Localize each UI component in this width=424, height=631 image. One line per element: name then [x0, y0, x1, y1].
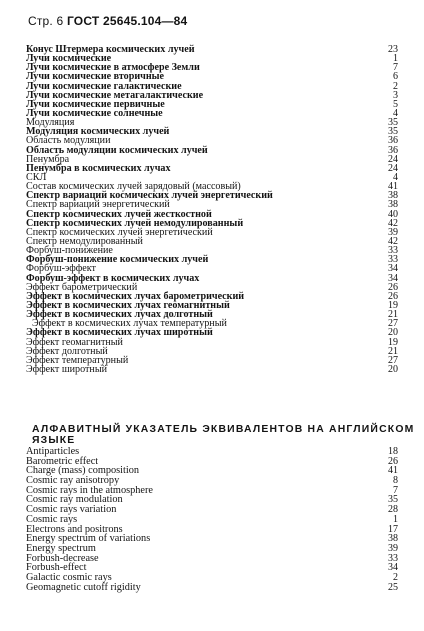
index-page-number: 4	[393, 107, 398, 119]
index-page-number: 42	[388, 235, 398, 247]
index-page-number: 35	[388, 117, 398, 129]
index-page-number: 3	[393, 89, 398, 101]
index-term: Лучи космические вторичные	[26, 71, 165, 83]
index-term: Эффект в космических лучах широтный	[26, 327, 213, 339]
index-term: Форбуш-понижение космических лучей	[26, 254, 209, 266]
index-term: Charge (mass) composition	[26, 465, 140, 477]
index-page-number: 41	[388, 181, 398, 193]
page-number: Стр. 6	[28, 14, 64, 28]
index-page-number: 34	[388, 263, 398, 275]
index-page-number: 21	[388, 309, 398, 321]
index-entry	[26, 583, 398, 593]
index-term: Эффект температурный	[26, 354, 129, 366]
index-page-number: 42	[388, 217, 398, 229]
index-term: Galactic cosmic rays	[26, 571, 112, 583]
index-entry	[26, 365, 398, 374]
index-term: Спектр космических лучей энергетический	[26, 226, 213, 238]
index-term: Эффект в космических лучах барометрический	[26, 290, 245, 302]
index-term: Electrons and positrons	[26, 523, 123, 535]
index-page-number: 4	[393, 171, 398, 183]
index-term: Cosmic rays in the atmosphere	[26, 484, 153, 496]
index-term: Пенумбра	[26, 153, 70, 165]
index-page-number: 24	[388, 162, 398, 174]
index-page-number: 20	[388, 327, 398, 339]
index-term: Модуляция	[26, 117, 75, 129]
index-term: Лучи космические	[26, 53, 112, 65]
index-page-number: 26	[388, 455, 398, 467]
index-entry	[26, 505, 398, 515]
index-entry	[26, 109, 398, 118]
index-term: Barometric effect	[26, 455, 99, 467]
index-term: Эффект в космических лучах геомагнитный	[26, 299, 230, 311]
index-term: Форбуш-понижение	[26, 245, 113, 257]
russian-term-index	[26, 45, 398, 374]
index-page-number: 6	[393, 71, 398, 83]
index-term: Спектр космических лучей жесткостной	[26, 208, 212, 220]
index-page-number: 33	[388, 245, 398, 257]
index-term: Energy spectrum	[26, 542, 96, 554]
index-page-number: 5	[393, 98, 398, 110]
index-page-number: 18	[388, 446, 398, 457]
index-term: Модуляция космических лучей	[26, 126, 170, 138]
index-entry	[26, 164, 398, 173]
index-page-number: 39	[388, 542, 398, 554]
index-entry	[26, 146, 398, 155]
index-term: Область модуляции	[26, 135, 111, 147]
index-term: Forbush-decrease	[26, 552, 99, 564]
index-term: Geomagnetic cutoff rigidity	[26, 581, 141, 593]
index-term: Energy spectrum of variations	[26, 533, 151, 545]
index-page-number: 39	[388, 226, 398, 238]
index-page-number: 38	[388, 533, 398, 545]
index-term: Cosmic ray anisotropy	[26, 475, 120, 487]
index-page-number: 19	[388, 336, 398, 348]
index-page-number: 19	[388, 299, 398, 311]
index-term: Cosmic rays	[26, 513, 78, 525]
index-page-number: 27	[388, 354, 398, 366]
index-page-number: 2	[393, 80, 398, 92]
index-page-number: 17	[388, 523, 398, 535]
index-page-number: 25	[388, 581, 398, 593]
english-equivalents-index	[26, 447, 398, 592]
index-page-number: 21	[388, 345, 398, 357]
index-term: Лучи космические галактические	[26, 80, 182, 92]
standard-number: ГОСТ 25645.104—84	[66, 14, 188, 28]
index-page-number: 33	[388, 552, 398, 564]
index-term: Спектр космических лучей немодулированный	[26, 217, 244, 229]
index-page-number: 26	[388, 281, 398, 293]
index-term: Antiparticles	[26, 446, 80, 457]
index-term: Область модуляции космических лучей	[26, 144, 208, 156]
index-page-number: 36	[388, 135, 398, 147]
index-page-number: 28	[388, 504, 398, 516]
index-page-number: 26	[388, 290, 398, 302]
index-term: Форбуш-эффект	[26, 263, 96, 275]
index-page-number: 24	[388, 153, 398, 165]
index-term: Эффект широтный	[26, 363, 108, 375]
index-page-number: 41	[388, 465, 398, 477]
index-term: Эффект в космических лучах температурный	[32, 318, 227, 330]
index-page-number: 35	[388, 126, 398, 138]
index-page-number: 27	[388, 318, 398, 330]
index-page-number: 33	[388, 254, 398, 266]
index-page-number: 2	[393, 571, 398, 583]
section-title: АЛФАВИТНЫЙ УКАЗАТЕЛЬ ЭКВИВАЛЕНТОВ НА АНГЛИЙСКОМ ЯЗЫКЕ	[32, 424, 415, 446]
index-page-number: 1	[393, 53, 398, 65]
index-term: Лучи космические метагалактические	[26, 89, 204, 101]
index-page-number: 8	[393, 475, 398, 487]
index-term: Конус Штермера космических лучей	[26, 44, 195, 55]
index-term: Лучи космические солнечные	[26, 107, 163, 119]
index-term: Лучи космические в атмосфере Земли	[26, 62, 200, 74]
index-term: Эффект барометрический	[26, 281, 138, 293]
index-term: Эффект в космических лучах долготный	[26, 309, 213, 321]
index-term: Спектр вариаций космических лучей энергетический	[26, 190, 273, 202]
index-term: Спектр вариаций энергетический	[26, 199, 170, 211]
index-page-number: 36	[388, 144, 398, 156]
index-page-number: 35	[388, 494, 398, 506]
index-term: Forbush-effect	[26, 562, 87, 574]
index-term: Cosmic rays variation	[26, 504, 117, 516]
index-term: Лучи космические первичные	[26, 98, 165, 110]
index-term: Состав космических лучей зарядовый (массовый)	[26, 181, 241, 193]
index-term: Пенумбра в космических лучах	[26, 162, 171, 174]
index-term: Эффект долготный	[26, 345, 108, 357]
page-header	[28, 14, 187, 28]
index-term: СКЛ	[26, 171, 47, 183]
index-page-number: 38	[388, 199, 398, 211]
index-term: Cosmic ray modulation	[26, 494, 123, 506]
index-term: Эффект геомагнитный	[26, 336, 123, 348]
index-page-number: 23	[388, 44, 398, 55]
index-term: Форбуш-эффект в космических лучах	[26, 272, 200, 284]
index-page-number: 38	[388, 190, 398, 202]
index-page-number: 40	[388, 208, 398, 220]
index-page-number: 20	[388, 363, 398, 375]
index-page-number: 7	[393, 484, 398, 496]
index-page-number: 34	[388, 562, 398, 574]
index-term: Спектр немодулированный	[26, 235, 143, 247]
index-page-number: 1	[393, 513, 398, 525]
index-page-number: 34	[388, 272, 398, 284]
index-page-number: 7	[393, 62, 398, 74]
